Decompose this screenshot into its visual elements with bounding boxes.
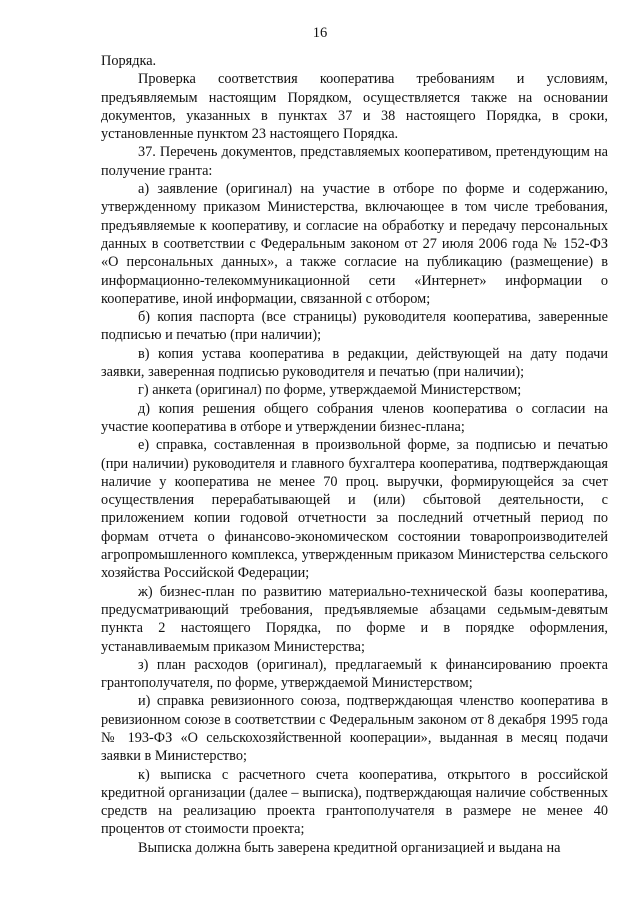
paragraph: Проверка соответствия кооператива требованиям и условиям, предъявляемым настоящим Порядком, осуществляется также на основании документов, указанных в пунктах 37 и 38 настоящего Порядка, в сроки, установленные пунктом 23 настоящего Порядка. — [101, 71, 608, 143]
paragraph: б) копия паспорта (все страницы) руководителя кооператива, заверенные подписью и печатью (при наличии); — [101, 309, 608, 344]
paragraph: Порядка. — [101, 53, 157, 69]
paragraph: в) копия устава кооператива в редакции, действующей на дату подачи заявки, заверенная подписью руководителя и печатью (при наличии); — [101, 345, 608, 381]
paragraph: а) заявление (оригинал) на участие в отборе по форме и содержанию, утвержденному приказом Министерства, включающее в том числе требования, предъявляемые к кооперативу, и согласие на обработку и передачу персональных данных в соответствии с Федеральным законом от 27 июля 2006 года № 152-ФЗ «О персональных данных», а также согласие на публикацию (размещение) в информационно-телекоммуникационной сети «Интернет» информации о кооперативе, иной информации, связанной с отбором; — [101, 181, 608, 307]
paragraph: ж) бизнес-план по развитию материально-технической базы кооператива, предусматривающий требования, предъявляемые абзацами седьмым-девятым пункта 2 настоящего Порядка, по форме и в порядке оформления, устанавливаемым приказом Министерства; — [101, 583, 608, 655]
paragraph: е) справка, составленная в произвольной форме, за подписью и печатью (при наличии) руководителя и главного бухгалтера кооператива, подтверждающая наличие у кооператива не менее 70 проц. выручки, формирующейся за счет осуществления перерабатывающей и (или) сбытовой деятельности, с приложением копии годовой отчетности за последний отчетный период по формам отчета о финансово-экономическом состоянии товаропроизводителей агропромышленного комплекса, утвержденным приказом Министерства сельского хозяйства Российской Федерации; — [101, 437, 608, 582]
paragraph: и) справка ревизионного союза, подтверждающая членство кооператива в ревизионном союзе в соответствии с Федеральным законом от 8 декабря 1995 года № 193-ФЗ «О сельскохозяйственной кооперации», выданная в месяц подачи заявки в Министерство; — [101, 693, 608, 765]
page-number: 16 — [312, 25, 328, 41]
paragraph: 37. Перечень документов, представляемых кооперативом, претендующим на получение гранта: — [101, 144, 608, 179]
document-body — [101, 52, 608, 857]
paragraph: з) план расходов (оригинал), предлагаемый к финансированию проекта грантополучателя, по форме, утверждаемой Министерством; — [101, 656, 608, 692]
paragraph: д) копия решения общего собрания членов кооператива о согласии на участие кооператива в отборе и утверждении бизнес-плана; — [101, 400, 608, 435]
paragraph: Выписка должна быть заверена кредитной организацией и выдана на — [138, 839, 561, 856]
paragraph: г) анкета (оригинал) по форме, утверждаемой Министерством; — [138, 382, 522, 399]
paragraph: к) выписка с расчетного счета кооператива, открытого в российской кредитной организации (далее – выписка), подтверждающая наличие собственных средств на реализацию проекта грантополучателя в размере не менее 40 процентов от стоимости проекта; — [101, 766, 608, 838]
